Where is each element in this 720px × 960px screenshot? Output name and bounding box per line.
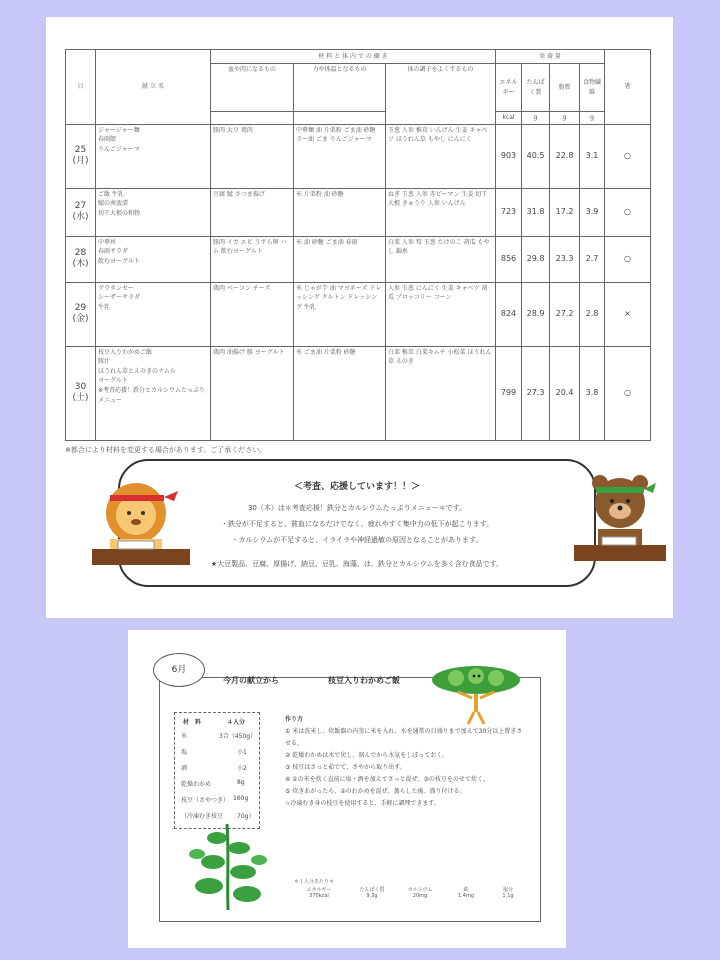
nutrition-value: 370kcal (309, 893, 329, 899)
day-of-week: (金) (72, 314, 89, 325)
row-vitamin: 人参 玉葱 にんにく 生姜 キャベツ 胡瓜 ブロッコリー コーン (386, 282, 496, 346)
support-title: ＜考査、応援しています！！＞ (293, 482, 420, 492)
ingredient-qty: 小1 (237, 749, 247, 756)
table-row (66, 282, 651, 346)
header-energy: 力や体温となるもの (294, 64, 386, 112)
nutrition-value: 9.3g (366, 893, 378, 899)
steps-title: 作り方 (285, 716, 304, 723)
row-fat: 22.8 (550, 124, 580, 188)
header-kcal: エネルギー (496, 64, 522, 112)
nutrition-value: 20mg (412, 893, 428, 899)
ingredient-name: 塩 (181, 749, 188, 756)
menu-item: 枝豆入りわかめご飯 (98, 348, 153, 356)
unit-g-fat: g (550, 112, 580, 125)
row-mark: × (605, 282, 651, 346)
menu-item: 飲むヨーグルト (98, 257, 140, 265)
table-row (66, 346, 651, 440)
nutrition-label: エネルギー (306, 887, 332, 893)
menu-item: シーザーサラダ (98, 294, 140, 302)
menu-item: ヨーグルト (98, 377, 128, 385)
nutrition-item (294, 886, 344, 899)
header-fat: 脂質 (550, 64, 580, 112)
row-menu (96, 188, 211, 236)
menu-item: 春雨餃 (98, 136, 117, 144)
header-day: 日 (66, 50, 96, 125)
table-row (66, 188, 651, 236)
row-fat: 23.3 (550, 236, 580, 282)
row-protein: 鶏肉 ベーコン チーズ (211, 282, 294, 346)
nutrition-label: 鉄 (463, 887, 469, 893)
nutrition-caption: ＊１人分あたり＊ (294, 879, 335, 885)
footnote: ※都合により材料を変更する場合があります。ご了承ください。 (65, 446, 267, 454)
ingredient-header-name: 材 料 (183, 719, 202, 726)
nutrition-label: カルシウム (407, 887, 433, 893)
date-number: 30 (74, 382, 87, 393)
row-energy: 中華麺 油 片栗粉 ごま油 砂糖 ラー油 ごま りんごジャーマ (294, 124, 386, 188)
header-nutrition: 栄 養 量 (496, 50, 605, 64)
header-blood-muscle: 血や肉になるもの (211, 64, 294, 112)
row-prot: 27.3 (522, 346, 550, 440)
recipe-card (128, 630, 566, 948)
ingredient-qty: 8g (237, 779, 245, 786)
row-menu (96, 346, 211, 440)
nutrition-value: 1.4mg (458, 893, 474, 899)
row-menu (96, 282, 211, 346)
header-milk: 箸 (605, 50, 651, 125)
menu-item: グラタンセー (98, 284, 134, 292)
row-prot: 29.8 (522, 236, 550, 282)
header-protein: たんぱく質 (522, 64, 550, 112)
row-prot: 28.9 (522, 282, 550, 346)
menu-item: 鯖の南蛮漬 (98, 200, 129, 208)
day-of-week: (土) (72, 393, 89, 404)
support-line: 30（木）は＊考査応援！鉄分とカルシウムたっぷりメニュー＊です。 (247, 504, 467, 512)
row-fat: 20.4 (550, 346, 580, 440)
row-date (66, 236, 96, 282)
lion-studying-illustration (84, 475, 194, 567)
menu-item: 春雨サラダ (98, 248, 128, 256)
date-number: 25 (74, 145, 87, 156)
menu-sheet (46, 17, 673, 618)
ingredients-box (174, 712, 260, 829)
nutrition-item (488, 886, 528, 899)
recipe-step: ④ ①の米を炊く直前に塩・酒を加えてさっと混ぜ、③の枝豆をのせて炊く。 (285, 776, 489, 783)
ingredient-name: （冷凍むき枝豆 (181, 813, 224, 820)
row-protein: 豚肉 大豆 鶏肉 (211, 124, 294, 188)
row-fat: 27.2 (550, 282, 580, 346)
row-kcal: 856 (496, 236, 522, 282)
header-blank-a (211, 112, 294, 125)
row-kcal: 824 (496, 282, 522, 346)
row-vitamin: 白菜 人参 筍 玉葱 たけのこ 胡瓜 もやし 錦糸 (386, 236, 496, 282)
date-number: 27 (74, 201, 87, 212)
menu-item: 豚汁 (98, 358, 111, 366)
recipe-step: ① 米は洗米し、炊飯器の内釜に米を入れ、水を通常の目盛りまで加えて30分以上置きさせる。 (285, 728, 523, 747)
menu-item: りんごジャーマ (98, 145, 140, 153)
row-vitamin: ねぎ 玉葱 人参 赤ピーマン 生姜 切干大根 きゅうり 人参 いんげん (386, 188, 496, 236)
header-ingredients: 材 料 と 体 内 で の 働 き (211, 50, 496, 64)
header-fiber: 食物繊維 (580, 64, 605, 112)
row-fat: 17.2 (550, 188, 580, 236)
ingredient-name: 乾燥わかめ (181, 781, 212, 788)
row-mark: ○ (605, 346, 651, 440)
table-row (66, 124, 651, 188)
row-energy: 米 ごま油 片栗粉 砂糖 (294, 346, 386, 440)
row-menu (96, 124, 211, 188)
recipe-title: 枝豆入りわかめご飯 (328, 676, 400, 685)
row-prot: 31.8 (522, 188, 550, 236)
row-fiber: 3.8 (580, 346, 605, 440)
header-blank-b (294, 112, 386, 125)
ingredient-header-qty: ４人分 (227, 719, 246, 726)
row-energy: 米 片栗粉 油 砂糖 (294, 188, 386, 236)
nutrition-value: 1.1g (502, 893, 514, 899)
ingredient-name: 酒 (181, 765, 188, 772)
header-condition: 体の調子をよくするもの (386, 64, 496, 125)
menu-item: ご飯 牛乳 (98, 190, 124, 198)
row-fiber: 2.7 (580, 236, 605, 282)
recipe-step: ③ 枝豆はさっと茹でて、さやから取り出す。 (285, 764, 406, 771)
row-energy: 米 油 砂糖 ごま油 春雨 (294, 236, 386, 282)
header-menu-name: 献 立 名 (96, 50, 211, 125)
row-menu (96, 236, 211, 282)
menu-item: ジャージャー麺 (98, 126, 140, 134)
row-mark: ○ (605, 124, 651, 188)
wakame-seaweed-illustration (183, 820, 273, 912)
row-protein: 豆腐 鯖 さつま揚げ (211, 188, 294, 236)
recipe-section-title: 今月の献立から (223, 676, 279, 685)
date-number: 29 (74, 303, 87, 314)
row-kcal: 723 (496, 188, 522, 236)
row-fiber: 3.9 (580, 188, 605, 236)
nutrition-item (398, 886, 442, 899)
recipe-steps (285, 714, 525, 810)
row-prot: 40.5 (522, 124, 550, 188)
row-vitamin: 玉葱 人参 椎茸 いんげん 生姜 キャベツ ほうれん草 もやし にんにく (386, 124, 496, 188)
day-of-week: (月) (72, 156, 89, 167)
row-vitamin: 白菜 椎茸 白菜キムチ 小松菜 ほうれん草 えのき (386, 346, 496, 440)
day-of-week: (水) (72, 212, 89, 223)
row-date (66, 346, 96, 440)
menu-item: ほうれん草とえのきのナムル (98, 367, 176, 375)
unit-g-fiber: g (580, 112, 605, 125)
date-number: 28 (74, 248, 87, 259)
menu-table (65, 49, 651, 441)
row-fiber: 3.1 (580, 124, 605, 188)
ingredient-name: 米 (181, 733, 188, 740)
row-date (66, 124, 96, 188)
nutrition-item (446, 886, 486, 899)
row-mark: ○ (605, 188, 651, 236)
table-row (66, 236, 651, 282)
menu-item: 中華丼 (98, 238, 117, 246)
recipe-step: ☆冷凍むき身の枝豆を使用すると、手軽に調理できます。 (285, 800, 440, 807)
unit-kcal: kcal (496, 112, 522, 125)
ingredient-qty: 小2 (237, 765, 247, 772)
nutrition-label: 塩分 (502, 887, 513, 893)
menu-item: ※考査応援！鉄分とカルシウムたっぷりメニュー (98, 386, 205, 404)
bear-studying-illustration (570, 469, 670, 567)
ingredient-qty: 70g） (237, 813, 255, 820)
row-protein: 鶏肉 油揚げ 豚 ヨーグルト (211, 346, 294, 440)
support-line: ・鉄分が不足すると、貧血になるだけでなく、疲れやすく集中力の低下が起こります。 (220, 520, 494, 528)
row-kcal: 799 (496, 346, 522, 440)
row-date (66, 188, 96, 236)
ingredient-name: 枝豆（さやつき） (181, 797, 230, 804)
row-kcal: 903 (496, 124, 522, 188)
recipe-step: ② 乾燥わかめは水で戻し、刻んでから水気をしぼっておく。 (285, 752, 449, 759)
row-date (66, 282, 96, 346)
day-of-week: (木) (72, 259, 89, 270)
support-line: ★大豆製品、豆腐、厚揚げ、納豆、豆乳、海藻、は、鉄分とカルシウムを多く含む食品です。 (210, 560, 504, 568)
menu-item: 切干大根の和物 (98, 209, 141, 217)
recipe-step: ⑤ 炊きあがったら、②のわかめを混ぜ、蒸らした後、盛り付ける。 (285, 788, 466, 795)
row-protein: 豚肉 イカ エビ うずら卵 ハム 飲むヨーグルト (211, 236, 294, 282)
menu-item: 牛乳 (98, 303, 111, 311)
row-mark: ○ (605, 236, 651, 282)
unit-g-protein: g (522, 112, 550, 125)
row-energy: 米 じゃが芋 油 マヨネーズ ドレッシング クルトン ドレッシング 牛乳 (294, 282, 386, 346)
month-badge: 6月 (153, 653, 205, 687)
ingredient-qty: 3合（450g） (219, 733, 257, 740)
nutrition-item (348, 886, 396, 899)
nutrition-label: たんぱく質 (359, 887, 385, 893)
row-fiber: 2.8 (580, 282, 605, 346)
ingredient-qty: 160g (233, 795, 249, 802)
support-line: ・カルシウムが不足すると、イライラや神経過敏の原因となることがあります。 (231, 536, 483, 544)
